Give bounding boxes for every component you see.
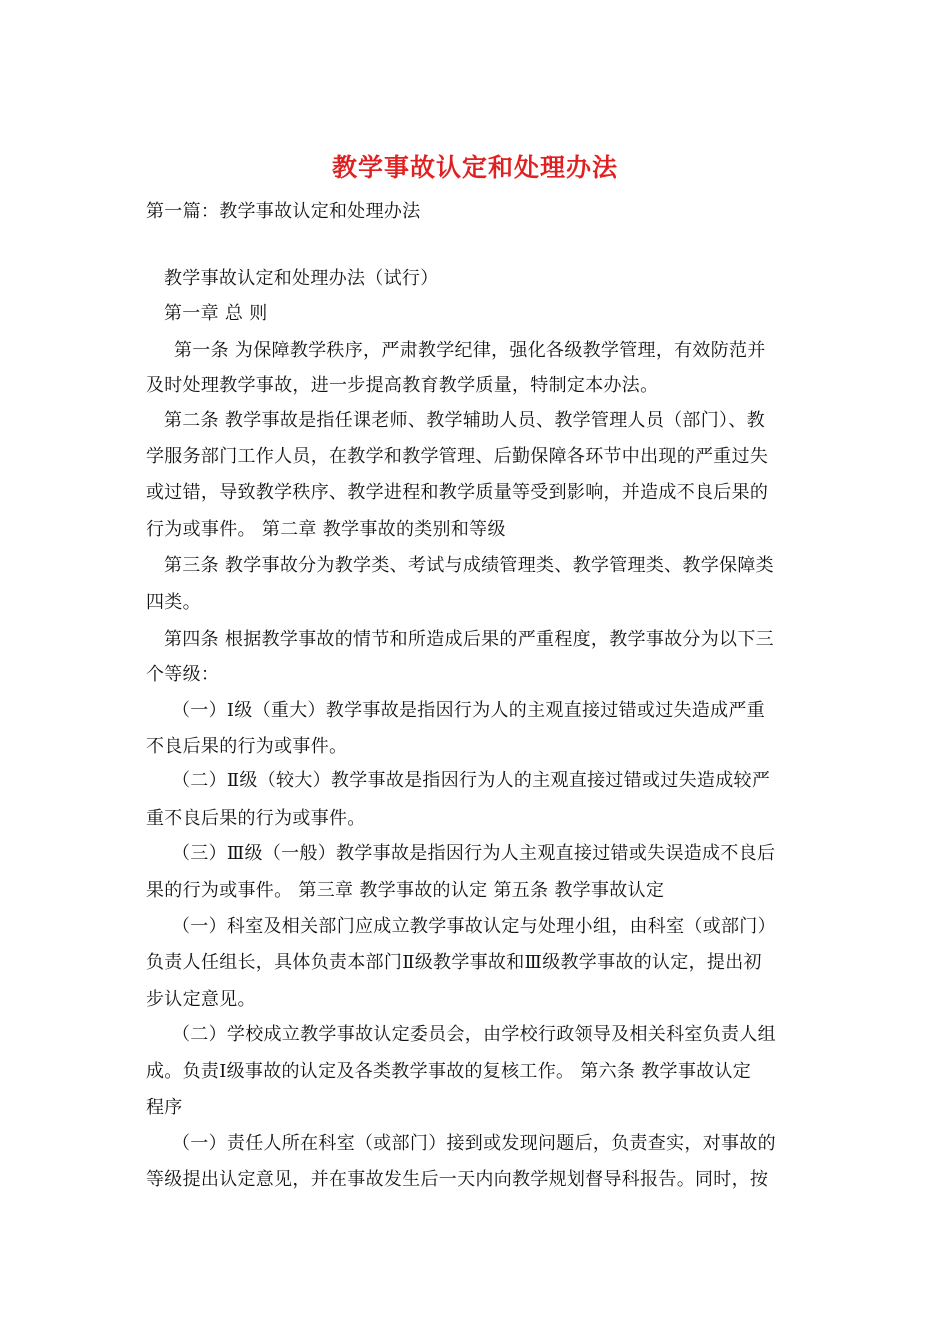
paragraph-line: 等级提出认定意见，并在事故发生后一天内向教学规划督导科报告。同时，按 — [146, 1169, 769, 1190]
paragraph-line: （一）科室及相关部门应成立教学事故认定与处理小组，由科室（或部门） — [172, 916, 776, 937]
section-heading: 第一篇：教学事故认定和处理办法 — [146, 201, 421, 222]
paragraph-line: 步认定意见。 — [146, 989, 256, 1010]
paragraph-line: 第四条 根据教学事故的情节和所造成后果的严重程度，教学事故分为以下三 — [164, 629, 774, 650]
paragraph-line: 行为或事件。 第二章 教学事故的类别和等级 — [146, 519, 506, 540]
paragraph-line: （二）Ⅱ级（较大）教学事故是指因行为人的主观直接过错或过失造成较严 — [172, 770, 771, 791]
paragraph-line: 个等级： — [146, 664, 220, 685]
paragraph-line: 第一条 为保障教学秩序，严肃教学纪律，强化各级教学管理，有效防范并 — [174, 340, 766, 361]
paragraph-line: 果的行为或事件。 第三章 教学事故的认定 第五条 教学事故认定 — [146, 880, 665, 901]
paragraph-line: （三）Ⅲ级（一般）教学事故是指因行为人主观直接过错或失误造成不良后 — [172, 843, 776, 864]
paragraph-line: 成。负责Ⅰ级事故的认定及各类教学事故的复核工作。 第六条 教学事故认定 — [146, 1061, 752, 1082]
paragraph-line: 及时处理教学事故，进一步提高教育教学质量，特制定本办法。 — [146, 375, 659, 396]
paragraph-line: （一）Ⅰ级（重大）教学事故是指因行为人的主观直接过错或过失造成严重 — [172, 700, 766, 721]
paragraph-line: 第二条 教学事故是指任课老师、教学辅助人员、教学管理人员（部门）、教 — [164, 410, 765, 431]
paragraph-line: 不良后果的行为或事件。 — [146, 736, 348, 757]
document-title: 教学事故认定和处理办法 — [331, 153, 618, 182]
paragraph-line: 程序 — [146, 1097, 183, 1118]
paragraph-line: （一）责任人所在科室（或部门）接到或发现问题后，负责查实，对事故的 — [172, 1133, 776, 1154]
paragraph-line: 四类。 — [146, 592, 201, 613]
chapter-heading: 第一章 总 则 — [164, 303, 268, 324]
paragraph-line: 或过错，导致教学秩序、教学进程和教学质量等受到影响，并造成不良后果的 — [146, 482, 769, 503]
paragraph-line: 重不良后果的行为或事件。 — [146, 808, 366, 829]
paragraph-line: 学服务部门工作人员，在教学和教学管理、后勤保障各环节中出现的严重过失 — [146, 446, 769, 467]
paragraph-line: （二）学校成立教学事故认定委员会，由学校行政领导及相关科室负责人组 — [172, 1024, 776, 1045]
paragraph-line: 负责人任组长，具体负责本部门Ⅱ级教学事故和Ⅲ级教学事故的认定，提出初 — [146, 952, 762, 973]
paragraph-line: 第三条 教学事故分为教学类、考试与成绩管理类、教学管理类、教学保障类 — [164, 555, 774, 576]
subtitle: 教学事故认定和处理办法（试行） — [164, 268, 439, 289]
